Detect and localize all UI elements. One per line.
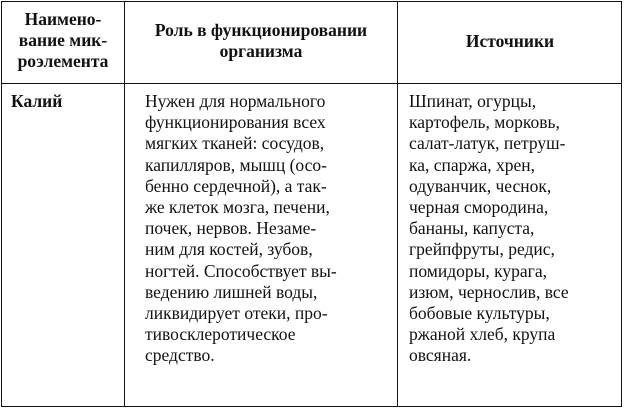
text-line: же клеток мозга, печени,: [145, 197, 330, 218]
column-divider: [397, 2, 398, 406]
text-line: салат-латук, петруш-: [409, 133, 566, 154]
text-line: Роль в функционировании: [154, 20, 368, 40]
text-line: бананы, капуста,: [409, 218, 535, 239]
text-line: функционирования всех: [145, 112, 326, 133]
text-line: ногтей. Способствует вы-: [145, 260, 337, 281]
text-line: почек, нервов. Незаме-: [145, 218, 317, 239]
text-line: организма: [219, 41, 303, 62]
text-line: ка, спаржа, хрен,: [409, 154, 536, 175]
text-line: ржаной хлеб, крупа: [409, 324, 556, 345]
header-divider: [2, 83, 621, 84]
text-line: ведению лишней воды,: [145, 281, 318, 302]
text-line: бенно сердечной), а так-: [145, 175, 327, 196]
micronutrient-table: [1, 1, 622, 407]
text-line: мягких тканей: сосудов,: [145, 133, 325, 154]
text-line: овсяная.: [409, 345, 472, 366]
text-line: Шпинат, огурцы,: [409, 91, 537, 111]
text-line: изюм, чернослив, все: [409, 281, 569, 302]
element-name: Калий: [11, 91, 63, 111]
sources-text: [409, 91, 569, 367]
header-sources: [398, 31, 622, 52]
header-role: [125, 20, 397, 62]
text-line: ликвидирует отеки, про-: [145, 303, 328, 324]
text-line: Нужен для нормального: [145, 91, 326, 111]
text-line: тивосклеротическое: [145, 324, 296, 345]
column-divider: [124, 2, 125, 406]
header-element-name: [2, 9, 124, 73]
text-line: Источники: [465, 31, 555, 51]
text-line: помидоры, курага,: [409, 260, 547, 281]
text-line: одуванчик, чеснок,: [409, 175, 552, 196]
text-line: бобовые культуры,: [409, 303, 550, 324]
text-line: роэлемента: [17, 51, 109, 72]
text-line: ним для костей, зубов,: [145, 239, 313, 260]
text-line: картофель, морковь,: [409, 112, 560, 133]
text-line: капилляров, мышц (осо-: [145, 154, 327, 175]
text-line: Наимено-: [24, 9, 102, 29]
text-line: вание мик-: [18, 30, 108, 51]
role-text: [145, 91, 337, 367]
text-line: грейпфруты, редис,: [409, 239, 555, 260]
text-line: черная смородина,: [409, 197, 549, 218]
text-line: средство.: [145, 345, 215, 366]
